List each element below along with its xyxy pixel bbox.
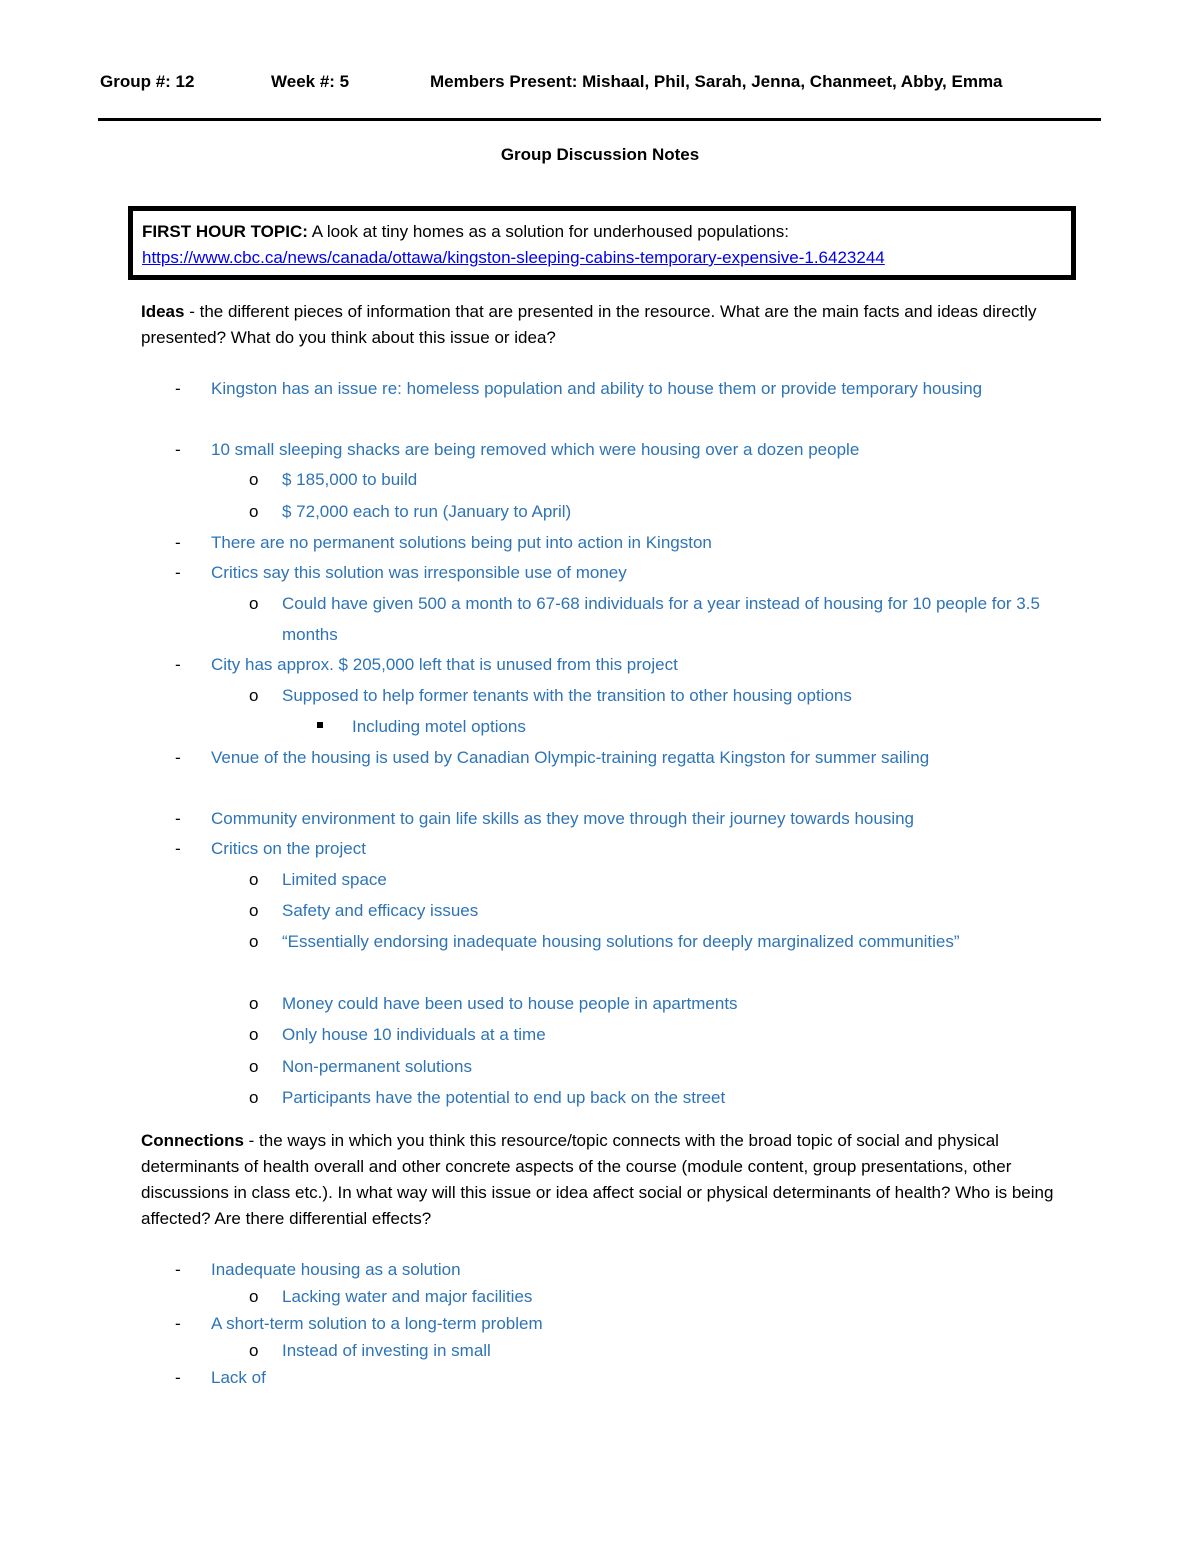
dash-bullet-icon: - — [175, 1368, 181, 1387]
list-item: Lacking water and major facilities — [282, 1287, 533, 1306]
ideas-prompt-text: - the different pieces of information that are presented in the resource. What are the main facts and ideas directly presented? What do you think about this issue or idea? — [141, 302, 1037, 347]
dash-bullet-icon: - — [175, 748, 181, 767]
list-item: Community environment to gain life skills as they move through their journey towards housing — [211, 809, 915, 828]
list-item: There are no permanent solutions being put into action in Kingston — [211, 533, 712, 552]
list-item: Money could have been used to house people in apartments — [282, 994, 738, 1013]
circle-bullet-icon: o — [249, 994, 259, 1013]
circle-bullet-icon: o — [249, 1341, 259, 1360]
ideas-label: Ideas — [141, 302, 185, 321]
topic-link[interactable]: https://www.cbc.ca/news/canada/ottawa/kingston-sleeping-cabins-temporary-expensive-1.6423244 — [142, 248, 885, 267]
list-item: City has approx. $ 205,000 left that is unused from this project — [211, 655, 678, 674]
week-number: Week #: 5 — [271, 72, 350, 91]
dash-bullet-icon: - — [175, 379, 181, 398]
list-item: Kingston has an issue re: homeless population and ability to house them or provide temporary housing — [211, 379, 983, 398]
list-item: Participants have the potential to end up back on the street — [282, 1088, 726, 1107]
connections-label: Connections — [141, 1131, 244, 1150]
list-item: Only house 10 individuals at a time — [282, 1025, 546, 1044]
square-bullet-icon — [317, 722, 323, 728]
list-item: Critics on the project — [211, 839, 366, 858]
list-item: 10 small sleeping shacks are being removed which were housing over a dozen people — [211, 440, 860, 459]
group-number: Group #: 12 — [100, 72, 195, 91]
dash-bullet-icon: - — [175, 1314, 181, 1333]
circle-bullet-icon: o — [249, 932, 259, 951]
dash-bullet-icon: - — [175, 1260, 181, 1279]
list-item: Critics say this solution was irresponsible use of money — [211, 563, 627, 582]
list-item: Instead of investing in small — [282, 1341, 491, 1360]
list-item: Could have given 500 a month to 67-68 individuals for a year instead of housing for 10 people for 3.5 months — [282, 594, 1040, 644]
list-item: “Essentially endorsing inadequate housing solutions for deeply marginalized communities” — [282, 932, 960, 951]
page-title: Group Discussion Notes — [500, 145, 700, 164]
list-item: A short-term solution to a long-term problem — [211, 1314, 543, 1333]
dash-bullet-icon: - — [175, 655, 181, 674]
list-item: Including motel options — [352, 717, 526, 736]
circle-bullet-icon: o — [249, 1287, 259, 1306]
list-item: Venue of the housing is used by Canadian Olympic-training regatta Kingston for summer sailing — [211, 748, 930, 767]
topic-box — [128, 206, 1076, 280]
members-present: Members Present: Mishaal, Phil, Sarah, Jenna, Chanmeet, Abby, Emma — [430, 72, 1003, 91]
circle-bullet-icon: o — [249, 502, 259, 521]
dash-bullet-icon: - — [175, 809, 181, 828]
list-item: Safety and efficacy issues — [282, 901, 479, 920]
topic-text: A look at tiny homes as a solution for underhoused populations: — [307, 222, 789, 241]
circle-bullet-icon: o — [249, 1025, 259, 1044]
dash-bullet-icon: - — [175, 563, 181, 582]
list-item: Supposed to help former tenants with the transition to other housing options — [282, 686, 852, 705]
list-item: $ 185,000 to build — [282, 470, 418, 489]
ideas-prompt — [141, 299, 1061, 351]
circle-bullet-icon: o — [249, 1057, 259, 1076]
header-divider — [98, 118, 1101, 121]
circle-bullet-icon: o — [249, 686, 259, 705]
list-item: Non-permanent solutions — [282, 1057, 472, 1076]
list-item: Lack of — [211, 1368, 266, 1387]
circle-bullet-icon: o — [249, 1088, 259, 1107]
dash-bullet-icon: - — [175, 839, 181, 858]
connections-prompt — [141, 1128, 1061, 1232]
list-item: Limited space — [282, 870, 387, 889]
connections-prompt-text: - the ways in which you think this resource/topic connects with the broad topic of social and physical determinants of health overall and other concrete aspects of the course (module content, group presentations, other discussions in class etc.). In what way will this issue or idea affect social or physical determinants of health? Who is being affected? Are there differential effects? — [141, 1131, 1054, 1228]
dash-bullet-icon: - — [175, 440, 181, 459]
circle-bullet-icon: o — [249, 870, 259, 889]
circle-bullet-icon: o — [249, 470, 259, 489]
topic-label: FIRST HOUR TOPIC: — [142, 222, 308, 241]
list-item: Inadequate housing as a solution — [211, 1260, 461, 1279]
dash-bullet-icon: - — [175, 533, 181, 552]
list-item: $ 72,000 each to run (January to April) — [282, 502, 572, 521]
circle-bullet-icon: o — [249, 901, 259, 920]
circle-bullet-icon: o — [249, 594, 259, 613]
